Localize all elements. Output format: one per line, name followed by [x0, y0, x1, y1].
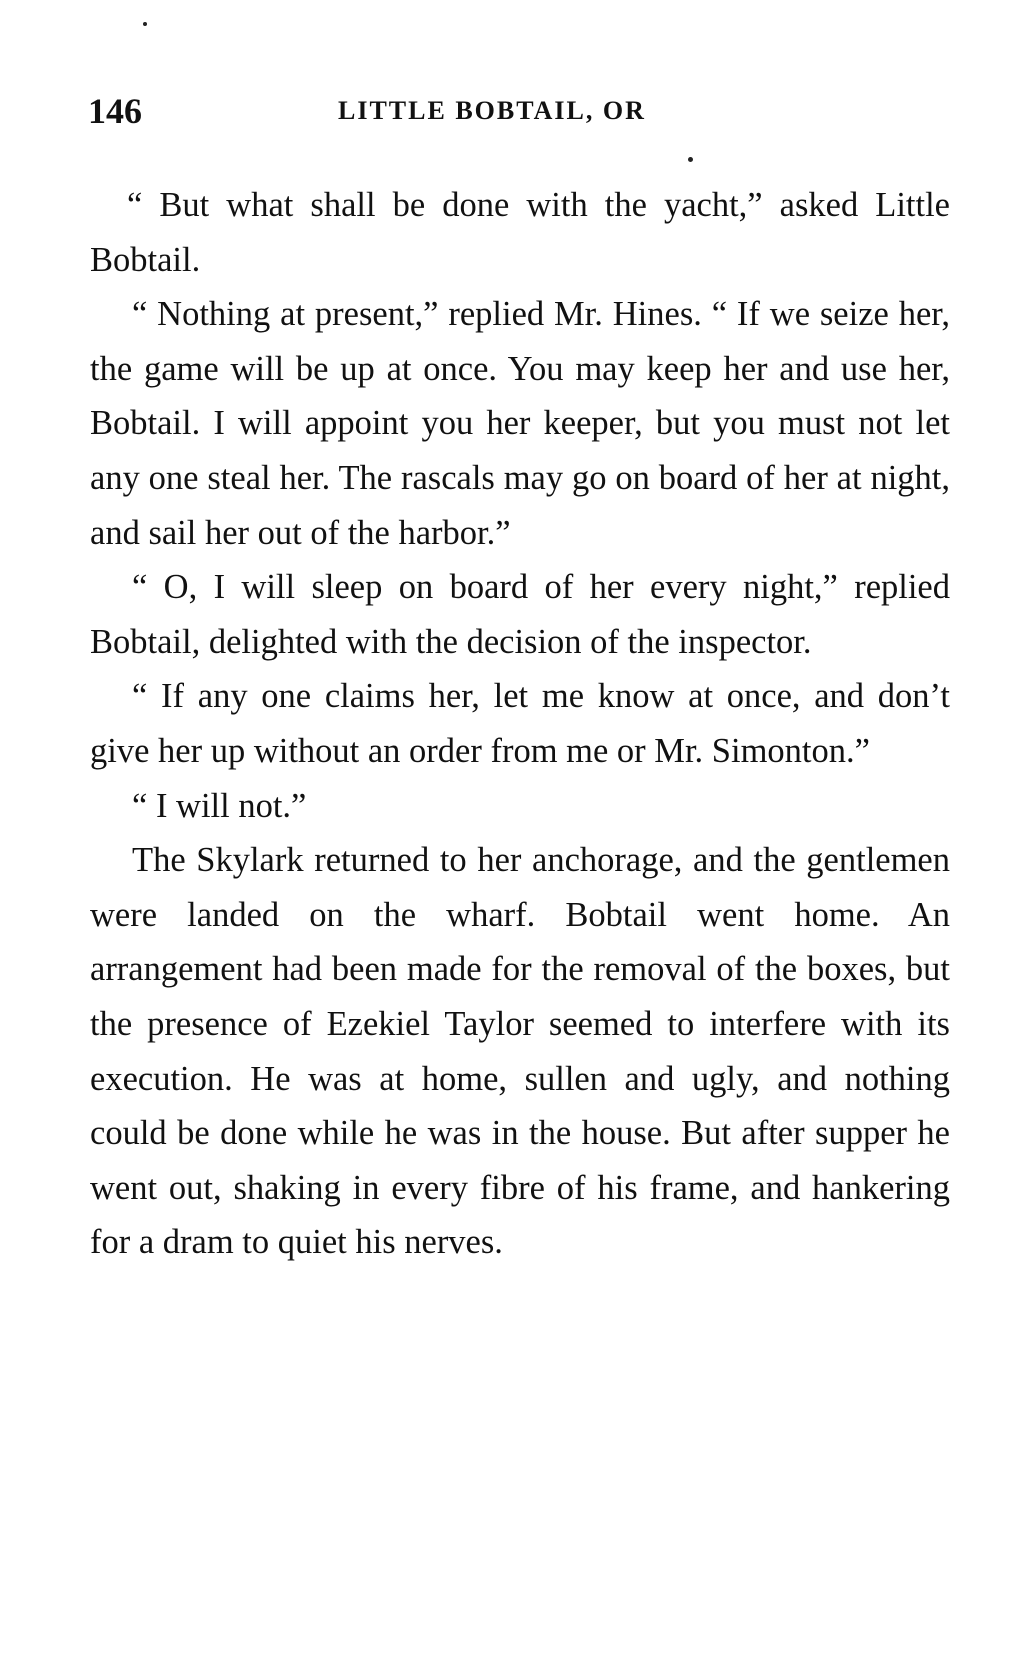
- paragraph: “ Nothing at present,” replied Mr. Hines. “ If we seize her, the game will be up at once. You may keep her and use her, Bobtail. I will appoint you her keeper, but you must not let any one steal her. The rascals may go on board of her at night, and sail her out of the harbor.”: [90, 295, 950, 552]
- page-number: 146: [88, 91, 142, 131]
- paragraph: “ I will not.”: [132, 786, 307, 825]
- paragraph: The Skylark returned to her anchorage, and the gentlemen were landed on the wharf. Bobtail went home. An arrangement had been made for the removal of the boxes, but the presence of Ezekiel Taylor seemed to interfere with its execution. He was at home, sullen and ugly, and nothing could be done while he was in the house. But after supper he went out, shaking in every fibre of his frame, and hankering for a dram to quiet his nerves.: [90, 841, 950, 1262]
- paragraph: “ O, I will sleep on board of her every night,” replied Bobtail, delighted with the decision of the inspector.: [90, 568, 950, 661]
- scan-speck: [688, 157, 693, 162]
- running-head: LITTLE BOBTAIL, OR: [338, 96, 646, 125]
- paragraph: “ But what shall be done with the yacht,” asked Little Bobtail.: [90, 186, 950, 279]
- paragraph: “ If any one claims her, let me know at once, and don’t give her up without an order from me or Mr. Simonton.”: [90, 677, 950, 770]
- body-text: [90, 178, 950, 1270]
- page-header: [88, 90, 950, 134]
- scan-speck: [143, 22, 147, 26]
